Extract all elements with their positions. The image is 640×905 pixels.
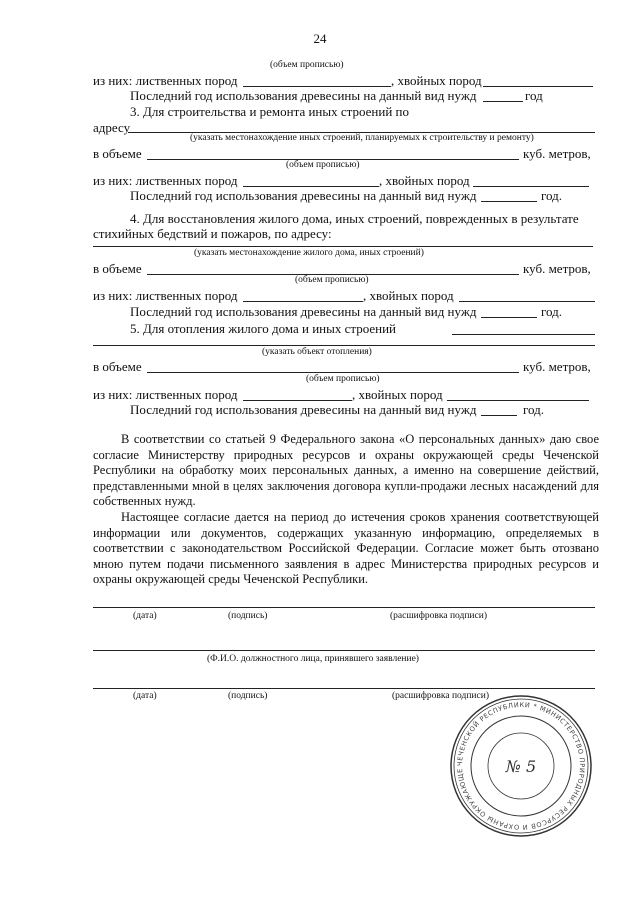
last-year-label-5: Последний год использования древесины на данный вид нужд (130, 402, 477, 417)
last-year-blank-5[interactable] (481, 415, 517, 416)
hardwood-label-3: из них: лиственных пород (93, 173, 238, 188)
coniferous-label: , хвойных пород (391, 73, 482, 88)
official-name-line[interactable] (93, 650, 595, 651)
section-4-hint: (указать местонахождение жилого дома, иных строений) (194, 248, 424, 258)
last-year-blank-4[interactable] (481, 317, 537, 318)
cubic-meters-label-3: куб. метров, (523, 146, 591, 161)
coniferous-label-5: , хвойных пород (352, 387, 443, 402)
official-name-caption: (Ф.И.О. должностного лица, принявшего заявление) (207, 654, 419, 664)
svg-text:№ 5: № 5 (505, 757, 537, 776)
year-label-4: год. (541, 304, 562, 319)
applicant-decoding-caption: (расшифровка подписи) (390, 611, 487, 621)
last-year-label: Последний год использования древесины на данный вид нужд (130, 88, 477, 103)
hardwood-label: из них: лиственных пород (93, 73, 238, 88)
volume-words-hint-3: (объем прописью) (286, 160, 360, 170)
coniferous-blank-4[interactable] (459, 301, 595, 302)
hardwood-blank-4[interactable] (243, 301, 363, 302)
volume-words-hint-4: (объем прописью) (295, 275, 369, 285)
section-5-object-blank[interactable] (452, 334, 595, 335)
cubic-meters-label-4: куб. метров, (523, 261, 591, 276)
consent-paragraph-2: Настоящее согласие дается на период до истечения сроков хранения соответствующей информации или документов, содержащих указанную информацию, определяемых в соответствии с законодательством Российской Федерации. Согласие может быть отозвано мною путем подачи письменного заявления в адрес Министерства природных ресурсов и охраны окружающей среды Чеченской Республики. (93, 509, 599, 587)
coniferous-blank-5[interactable] (447, 400, 589, 401)
last-year-label-3: Последний год использования древесины на данный вид нужд (130, 188, 477, 203)
section-4-title: 4. Для восстановления жилого дома, иных строений, поврежденных в результате (130, 211, 579, 226)
consent-text (93, 432, 599, 588)
hardwood-blank[interactable] (243, 86, 391, 87)
last-year-blank-3[interactable] (481, 201, 537, 202)
section-4-address-blank[interactable] (93, 246, 593, 247)
applicant-signature-line[interactable] (93, 607, 595, 608)
year-label-3: год. (541, 188, 562, 203)
in-volume-label-3: в объеме (93, 146, 142, 161)
section-4-title-cont: стихийных бедствий и пожаров, по адресу: (93, 226, 332, 241)
applicant-date-caption: (дата) (133, 611, 157, 621)
last-year-blank[interactable] (483, 101, 523, 102)
official-signature-caption: (подпись) (228, 691, 268, 701)
volume-words-hint: (объем прописью) (270, 60, 344, 70)
in-volume-label-5: в объеме (93, 359, 142, 374)
hardwood-blank-5[interactable] (243, 400, 352, 401)
coniferous-blank[interactable] (483, 86, 593, 87)
official-signature-line[interactable] (93, 688, 595, 689)
hardwood-label-5: из них: лиственных пород (93, 387, 238, 402)
year-label: год (525, 88, 543, 103)
section-5-hint: (указать объект отопления) (262, 347, 372, 357)
section-3-address-label: адресу (93, 120, 131, 135)
hardwood-blank-3[interactable] (243, 186, 379, 187)
section-5-title: 5. Для отопления жилого дома и иных строений (130, 321, 397, 336)
section-3-hint: (указать местонахождение иных строений, планируемых к строительству и ремонту) (190, 133, 534, 143)
page-number: 24 (313, 31, 327, 46)
coniferous-blank-3[interactable] (473, 186, 589, 187)
consent-paragraph-1: В соответствии со статьей 9 Федерального закона «О персональных данных» даю свое согласие Министерству природных ресурсов и охраны окружающей среды Чеченской Республики на обработку моих персональных данных, а именно на совершение действий, представленными мной в целях заключения договора купли-продажи лесных насаждений для собственных нужд. (93, 432, 599, 509)
year-label-5: год. (523, 402, 544, 417)
hardwood-label-4: из них: лиственных пород (93, 288, 238, 303)
cubic-meters-label-5: куб. метров, (523, 359, 591, 374)
section-5-object-blank-2[interactable] (93, 345, 595, 346)
svg-text:ЧЕЧЕНСКОЙ РЕСПУБЛИКИ * МИНИСТЕ: ЧЕЧЕНСКОЙ РЕСПУБЛИКИ * МИНИСТЕРСТВО ПРИРОДНЫХ РЕСУРСОВ И ОХРАНЫ ОКРУЖАЮЩЕ (455, 700, 587, 832)
in-volume-label-4: в объеме (93, 261, 142, 276)
coniferous-label-3: , хвойных пород (379, 173, 470, 188)
last-year-label-4: Последний год использования древесины на данный вид нужд (130, 304, 477, 319)
official-decoding-caption: (расшифровка подписи) (392, 691, 489, 701)
applicant-signature-caption: (подпись) (228, 611, 268, 621)
official-stamp (448, 693, 594, 839)
coniferous-label-4: , хвойных пород (363, 288, 454, 303)
volume-blank-5[interactable] (147, 372, 519, 373)
section-3-title: 3. Для строительства и ремонта иных строений по (130, 104, 409, 119)
official-date-caption: (дата) (133, 691, 157, 701)
volume-words-hint-5: (объем прописью) (306, 374, 380, 384)
